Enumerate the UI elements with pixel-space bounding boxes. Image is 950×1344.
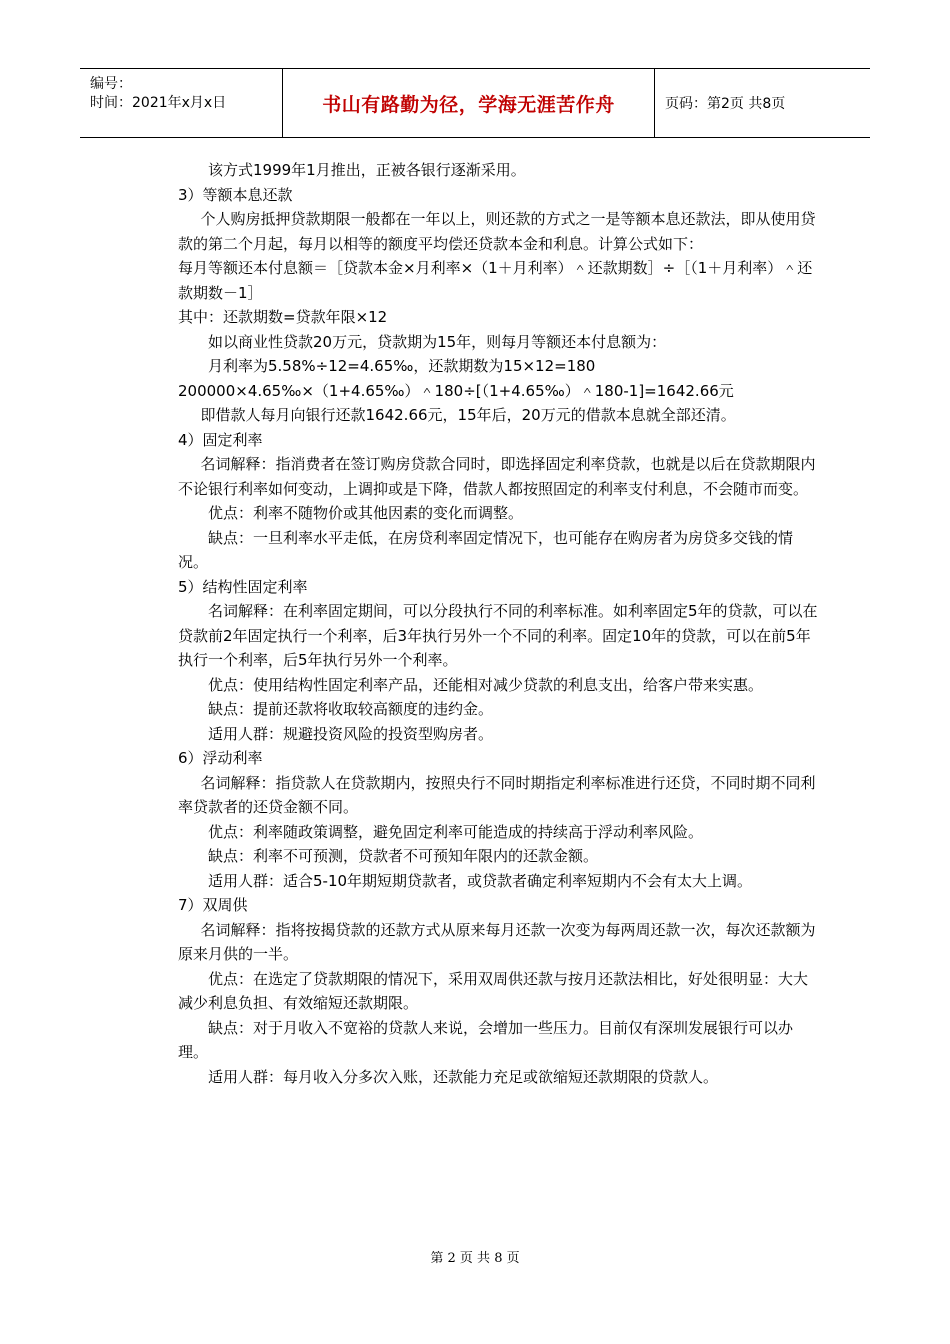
section-heading: 4）固定利率 (178, 430, 263, 449)
paragraph: 该方式1999年1月推出，正被各银行逐渐采用。 (208, 161, 526, 179)
document-number-label: 编号： (90, 76, 132, 92)
paragraph: 名词解释：指将按揭贷款的还款方式从原来每月还款一次变为每两周还款一次，每次还款额为原来月供的一半。 (178, 920, 816, 963)
page-header (80, 68, 870, 138)
paragraph: 缺点：对于月收入不宽裕的贷款人来说，会增加一些压力。目前仅有深圳发展银行可以办理。 (178, 1018, 794, 1061)
page-footer: 第 2 页 共 8 页 (430, 1251, 520, 1266)
paragraph: 缺点：提前还款将收取较高额度的违约金。 (208, 700, 494, 718)
header-motto: 书山有路勤为径，学海无涯苦作舟 (283, 69, 655, 137)
header-page-info: 页码：第2页 共8页 (665, 96, 786, 112)
paragraph: 个人购房抵押贷款期限一般都在一年以上，则还款的方式之一是等额本息还款法，即从使用贷款的第二个月起，每月以相等的额度平均偿还贷款本金和利息。计算公式如下： (178, 210, 816, 253)
paragraph: 适用人群：规避投资风险的投资型购房者。 (208, 724, 494, 743)
paragraph: 适用人群：每月收入分多次入账，还款能力充足或欲缩短还款期限的贷款人。 (208, 1067, 719, 1086)
paragraph: 名词解释：指贷款人在贷款期内，按照央行不同时期指定利率标准进行还贷，不同时期不同利率贷款者的还贷金额不同。 (178, 773, 816, 816)
section-heading: 3）等额本息还款 (178, 185, 293, 204)
paragraph: 缺点：利率不可预测，贷款者不可预知年限内的还款金额。 (208, 847, 599, 865)
paragraph: 优点：利率随政策调整，避免固定利率可能造成的持续高于浮动利率风险。 (208, 822, 704, 841)
section-heading: 5）结构性固定利率 (178, 577, 308, 596)
document-date: 时间：2021年x月x日 (90, 95, 227, 111)
paragraph: 缺点：一旦利率水平走低，在房贷利率固定情况下，也可能存在购房者为房贷多交钱的情况。 (178, 528, 794, 571)
formula: 每月等额还本付息额＝［贷款本金×月利率×（1＋月利率）＾还款期数］÷［（1＋月利率）＾还款期数－1］ (178, 259, 813, 302)
paragraph: 优点：使用结构性固定利率产品，还能相对减少贷款的利息支出，给客户带来实惠。 (208, 675, 764, 694)
paragraph: 名词解释：在利率固定期间，可以分段执行不同的利率标准。如利率固定5年的贷款，可以在贷款前2年固定执行一个利率，后3年执行另外一个不同的利率。固定10年的贷款，可以在前5年执行一个利率，后5年执行另外一个利率。 (178, 602, 818, 669)
section-heading: 7）双周供 (178, 896, 248, 914)
paragraph: 其中：还款期数=贷款年限×12 (178, 308, 388, 326)
formula: 200000×4.65‰×（1+4.65‰）＾180÷[（1+4.65‰）＾180-1]=1642.66元 (178, 381, 734, 400)
paragraph: 优点：在选定了贷款期限的情况下，采用双周供还款与按月还款法相比，好处很明显：大大减少利息负担、有效缩短还款期限。 (178, 969, 809, 1012)
paragraph: 优点：利率不随物价或其他因素的变化而调整。 (208, 504, 524, 522)
paragraph: 月利率为5.58%÷12=4.65‰，还款期数为15×12=180 (208, 357, 596, 375)
paragraph: 名词解释：指消费者在签订购房贷款合同时，即选择固定利率贷款，也就是以后在贷款期限内不论银行利率如何变动，上调抑或是下降，借款人都按照固定的利率支付利息，不会随市而变。 (178, 455, 816, 498)
paragraph: 如以商业性贷款20万元，贷款期为15年，则每月等额还本付息额为： (208, 332, 667, 351)
document-body (178, 158, 818, 1089)
paragraph: 适用人群：适合5-10年期短期贷款者，或贷款者确定利率短期内不会有太大上调。 (208, 871, 753, 890)
header-meta (80, 69, 283, 137)
paragraph: 即借款人每月向银行还款1642.66元，15年后，20万元的借款本息就全部还清。 (200, 406, 736, 424)
section-heading: 6）浮动利率 (178, 749, 263, 767)
